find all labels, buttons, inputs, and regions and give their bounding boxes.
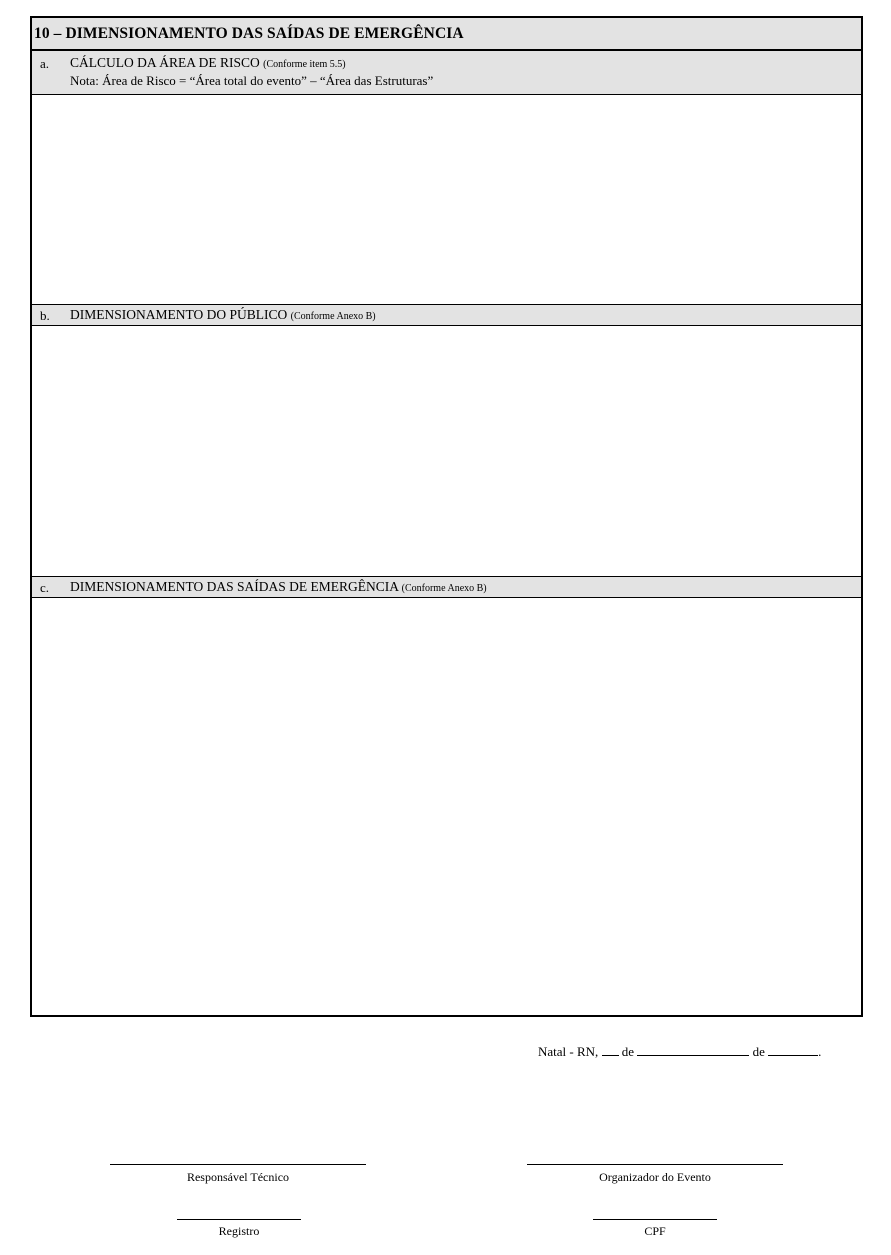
month-blank[interactable] <box>637 1044 749 1056</box>
section-a-note: Nota: Área de Risco = “Área total do evento” – “Área das Estruturas” <box>70 73 434 88</box>
form-title: 10 – DIMENSIONAMENTO DAS SAÍDAS DE EMERGÊNCIA <box>34 25 464 42</box>
section-a-answer-area[interactable] <box>32 95 861 304</box>
section-c-answer-area[interactable] <box>32 598 861 1015</box>
form-title-band <box>32 18 861 51</box>
section-b-title <box>70 307 376 323</box>
de-text-1: de <box>621 1044 635 1059</box>
year-blank[interactable] <box>768 1044 818 1056</box>
registro-label: Registro <box>218 1224 260 1238</box>
section-b-title-text: DIMENSIONAMENTO DO PÚBLICO <box>70 307 288 322</box>
section-b-letter: b. <box>40 308 50 323</box>
registro-line[interactable] <box>177 1219 301 1220</box>
section-c-title-text: DIMENSIONAMENTO DAS SAÍDAS DE EMERGÊNCIA <box>70 579 399 594</box>
section-c-title <box>70 579 487 595</box>
section-a-title-text: CÁLCULO DA ÁREA DE RISCO <box>70 55 260 70</box>
section-a-reference: (Conforme item 5.5) <box>263 59 346 70</box>
responsavel-signature-line[interactable] <box>110 1164 366 1165</box>
organizador-label: Organizador do Evento <box>599 1170 711 1184</box>
day-blank[interactable] <box>602 1044 619 1056</box>
cpf-label: CPF <box>644 1224 666 1238</box>
section-b-header <box>32 304 861 326</box>
date-end-period: . <box>818 1044 822 1059</box>
section-a-title <box>70 55 346 71</box>
section-b-answer-area[interactable] <box>32 326 861 576</box>
section-b-reference: (Conforme Anexo B) <box>290 311 376 322</box>
cpf-line[interactable] <box>593 1219 717 1220</box>
responsavel-label: Responsável Técnico <box>186 1170 290 1184</box>
organizador-signature-line[interactable] <box>527 1164 783 1165</box>
section-c-reference: (Conforme Anexo B) <box>401 583 487 594</box>
section-a-header <box>32 51 861 95</box>
section-a-letter: a. <box>40 56 50 71</box>
section-c-letter: c. <box>40 580 50 595</box>
emergency-exits-form <box>30 16 863 1017</box>
place-date-line <box>538 1044 821 1060</box>
section-c-header <box>32 576 861 598</box>
place-text: Natal - RN, <box>538 1044 599 1059</box>
de-text-2: de <box>752 1044 765 1059</box>
